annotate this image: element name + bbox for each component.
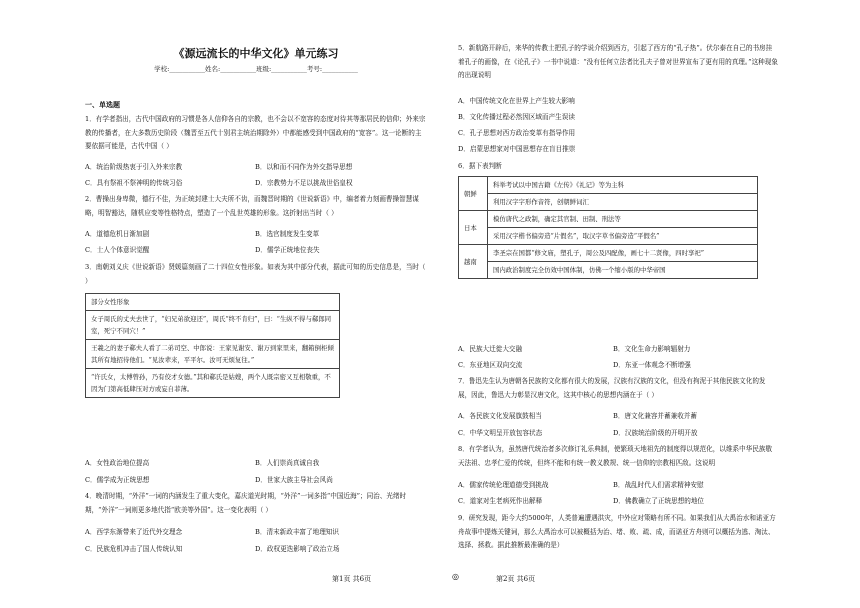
q3-option-d: D．世家大族主导社会风尚 bbox=[255, 476, 333, 484]
question-8: 8．有学者认为，虽然唐代统治者多次修订礼乐典制，使繁琐天地祖先的制度得以规范化，以维系中华民族敬天法祖、忠孝仁爱的传统，但终不能和有统一教义教规、统一信仰的宗教相匹敌。这说明 bbox=[458, 445, 773, 467]
question-1: 1．有学者指出，古代中国政府的习惯是各人信仰各自的宗教，也不会以不宽容的态度对待其等那居民的信仰；外来宗教的传播者，在大多数历史阶段（魏晋至五代十别君主统治期除外）中都能感受到中国政府的“宽容”。这一论断的主要依据可能是，古代中国（ ） bbox=[85, 115, 426, 150]
q1-option-a: A．统治阶级热衷于引入外来宗教 bbox=[85, 163, 183, 171]
q1-option-d: D．宗教势力不足以挑战世俗皇权 bbox=[255, 179, 353, 187]
q6-table bbox=[458, 176, 758, 279]
q6-cell: 科举考试以中国古籍《左传》《礼记》等为主科 bbox=[488, 177, 758, 194]
page-footer-left: 第1页 共6页 bbox=[332, 575, 372, 583]
question-9: 9．研究发现，距今大约5000年，人类普遍遭遇洪灾，中外应对策略有所不同。如果我们从大禹治水和诺亚方舟故事中提炼关键词，那么大禹治水可以被概括为治、堵、败、疏、成，而诺亚方舟则可以概括为逃、淘汰、选择、拯救。据此推断最准确的是） bbox=[458, 514, 776, 549]
q4-option-c: C．民族危机冲击了国人传统认知 bbox=[85, 545, 183, 553]
q6-country: 朝鲜 bbox=[459, 177, 488, 211]
q1-option-b: B．以和而不同作为外交指导思想 bbox=[255, 163, 353, 171]
question-7: 7．鲁迅先生认为唐朝各民族的文化都有很大的发展，汉族有汉族的文化，但没有拘泥于其他民族文化的发展，因此，鲁迅大力彰显汉唐文化，这其中核心的思想内涵在于（ ） bbox=[458, 377, 766, 399]
q2-option-c: C．士人个体意识觉醒 bbox=[85, 246, 150, 254]
q3-option-c: C．儒学成为正统思想 bbox=[85, 476, 150, 484]
q5-option-c: C．孔子思想对西方政治变革有指导作用 bbox=[458, 129, 576, 137]
q7-option-d: D．汉族统治阶级的开明开放 bbox=[613, 429, 698, 437]
q3-option-b: B．人们崇尚真诚自我 bbox=[255, 459, 320, 467]
q3-table-row: “许氏女，太傅曾孙，乃有佼才女德。”其和郗氏是姑嫂，两个人既宗密又互相敬重，不因为门第高低肆压对方或妄自菲薄。 bbox=[86, 369, 340, 398]
q3-table-header: 部分女性形象 bbox=[86, 294, 340, 311]
student-info-line: 学校:___________姓名:___________班级:___________考号:___________ bbox=[154, 65, 358, 73]
q6-cell: 模仿唐代之政制，确定其官制、田制、刑法等 bbox=[488, 211, 758, 228]
q6-cell: 利用汉字字形作音符，创朝鲜词汇 bbox=[488, 194, 758, 211]
q6-option-b: B．文化生命力影响辐射力 bbox=[613, 345, 691, 353]
q6-country: 日本 bbox=[459, 211, 488, 245]
q4-option-d: D．政权更迭影响了政治立场 bbox=[255, 545, 340, 553]
q7-option-b: B．唐文化兼容并蓄兼收并蓄 bbox=[613, 412, 697, 420]
page-separator-icon: ◎ bbox=[452, 572, 459, 581]
q3-table bbox=[85, 293, 340, 398]
q3-table-row: 王羲之的妻子郗夫人看了二弟司空、中郎说：王家见谢安、谢万到家里来，翻箱倒柜倾其所有地招待他们。“见汝辈来，平平尔。汝可无烦复往。” bbox=[86, 340, 340, 369]
q4-option-a: A．西学东渐带来了近代外交理念 bbox=[85, 528, 183, 536]
q6-option-a: A．民族大迁徙大交融 bbox=[458, 345, 523, 353]
q2-option-a: A．道德危机日渐加剧 bbox=[85, 230, 150, 238]
q5-option-a: A．中国传统文化在世界上产生较大影响 bbox=[458, 97, 575, 105]
q7-option-a: A．各民族文化发展旗鼓相当 bbox=[458, 412, 542, 420]
q1-option-c: C．具有祭祖不祭神明的传统习俗 bbox=[85, 179, 183, 187]
page-footer-right: 第2页 共6页 bbox=[496, 575, 536, 583]
q4-option-b: B．清末新政丰富了地理知识 bbox=[255, 528, 339, 536]
q6-cell: 李圣宗在国都“修文庙，塑孔子，周公及四配像，画七十二贤像，四时享祀” bbox=[488, 245, 758, 262]
q8-option-a: A．儒家传统伦理道德受到挑战 bbox=[458, 481, 549, 489]
q8-option-c: C．道家对生老病死作出解释 bbox=[458, 497, 543, 505]
exam-title: 《源远流长的中华文化》单元练习 bbox=[173, 47, 339, 60]
q5-option-b: B．文化传播过程必然因区域而产生误读 bbox=[458, 113, 575, 121]
question-3: 3．南朝刘义庆《世说新语》贤媛篇刻画了二十四位女性形象。如表为其中部分代表，据此可知的历史信息是，当时（ ） bbox=[85, 263, 426, 285]
q8-option-b: B．战乱时代人们需求精神安慰 bbox=[613, 481, 704, 489]
q8-option-d: D．佛教确立了正统思想的地位 bbox=[613, 497, 705, 505]
question-6: 6．据下表判断 bbox=[458, 162, 502, 170]
q3-table-row: 女子周氏的丈夫去世了，“妇兄弟欲迎还”，周氏“终不肯归”，曰：“生纵不得与郗郎同室，死宁不同穴！” bbox=[86, 311, 340, 340]
section-heading: 一、单选题 bbox=[85, 101, 120, 109]
q6-cell: 国内政治制度完全仿效中国体制，仿佛一个缩小版的中华帝国 bbox=[488, 262, 758, 279]
q2-option-d: D．儒学正统地位丧失 bbox=[255, 246, 320, 254]
question-5: 5．新航路开辟后，来华的传教士把孔子的学说介绍到西方，引起了西方的“孔子热”。伏尔泰在自己的书房挂着孔子的画像，在《论孔子》一书中说道：“没有任何立法者比孔夫子曾对世界宣布了更有用的真理。”这种现象的出现说明 bbox=[458, 44, 778, 79]
q6-option-c: C．东亚地区双向交流 bbox=[458, 361, 523, 369]
q3-option-a: A．女性政治地位提高 bbox=[85, 459, 150, 467]
q7-option-c: C．中华文明呈开放包容状态 bbox=[458, 429, 543, 437]
q6-cell: 采用汉字楷书偏旁造“片假名”，取汉字草书偏旁造“平假名” bbox=[488, 228, 758, 245]
question-4: 4．晚清时期，“外洋”一词的内涵发生了重大变化，嘉庆道光时期，“外洋”一词多指“中国近海”；同治、光绪时期，“外洋”一词则更多地代指“欧美等外国”。这一变化表明（ ） bbox=[85, 492, 407, 514]
q2-option-b: B．选官制度发生变革 bbox=[255, 230, 320, 238]
q6-option-d: D．东亚一体观念不断增强 bbox=[613, 361, 691, 369]
q5-option-d: D．启蒙思想家对中国思想存在盲目推崇 bbox=[458, 145, 576, 153]
question-2: 2．曹操出身卑微，德行不佳，为正统封建士大夫所不齿，而魏晋时期的《世说新语》中，编者着力刻画曹操智慧谋略，明智豁达，随机应变等性格特点，塑造了一个乱世英雄的形象。这折射出当时（ ） bbox=[85, 195, 419, 217]
q6-country: 越南 bbox=[459, 245, 488, 279]
